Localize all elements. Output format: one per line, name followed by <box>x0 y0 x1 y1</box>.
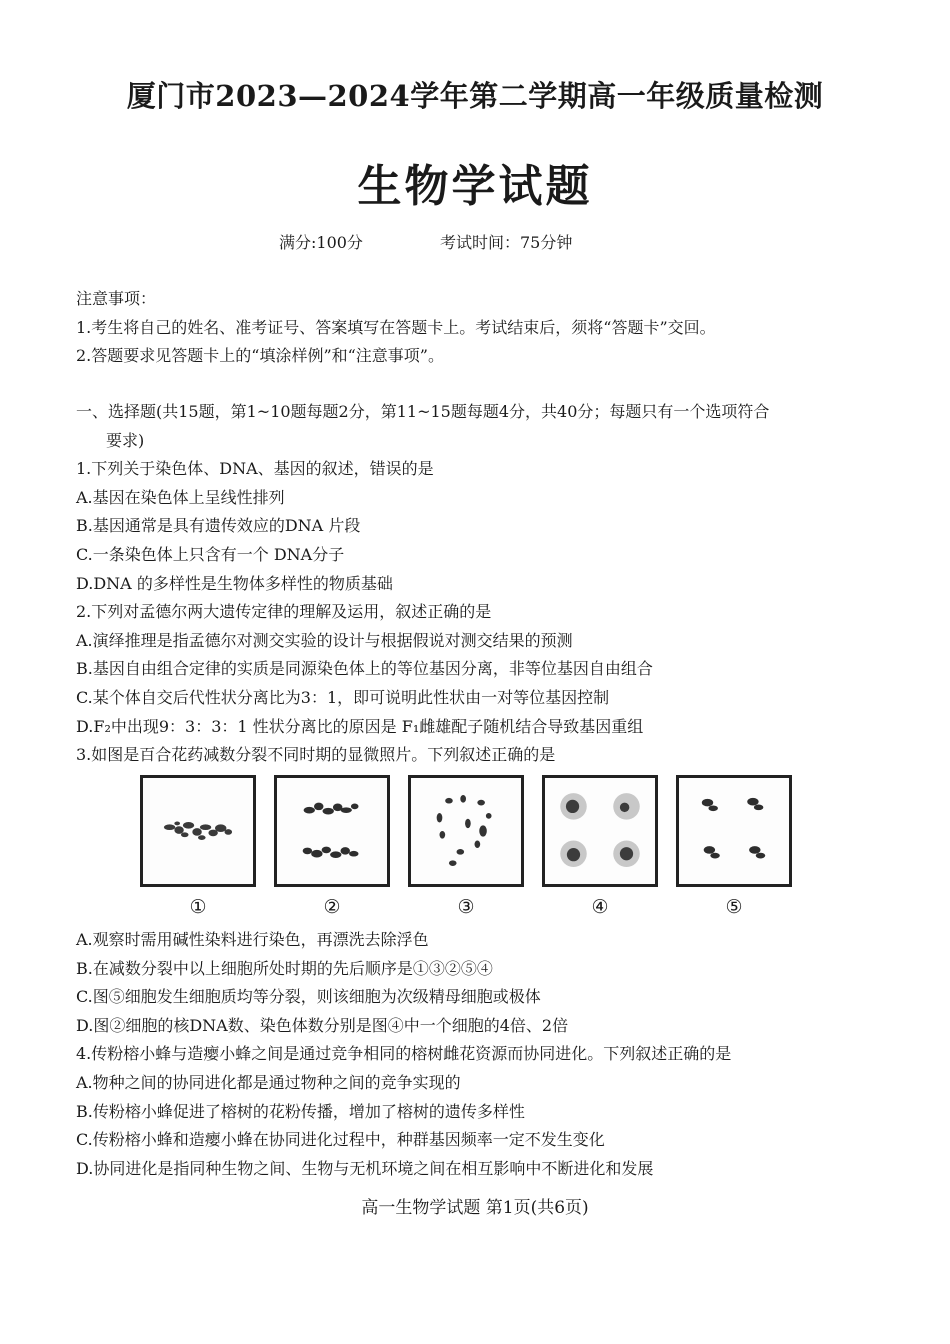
prophase-chromosomes-image <box>411 778 521 884</box>
figure-label: ② <box>323 896 341 918</box>
question-option: A.物种之间的协同进化都是通过物种之间的竞争实现的 <box>76 1072 461 1092</box>
micrograph-3 <box>408 775 524 887</box>
notes-item: 1.考生将自己的姓名、准考证号、答案填写在答题卡上。考试结束后，须将“答题卡”交回。 <box>76 317 716 337</box>
section1-block <box>76 398 896 770</box>
micrograph-4 <box>542 775 658 887</box>
question-option: C.图⑤细胞发生细胞质均等分裂，则该细胞为次级精母细胞或极体 <box>76 987 541 1007</box>
figure-label: ④ <box>591 896 609 918</box>
notes-heading: 注意事项： <box>76 289 157 308</box>
subject-title: 生物学试题 <box>357 161 593 212</box>
micrograph-5 <box>676 775 792 887</box>
question-option: C.传粉榕小蜂和造瘿小蜂在协同进化过程中，种群基因频率一定不发生变化 <box>76 1130 605 1150</box>
section1-heading: 一、选择题(共15题，第1~10题每题2分，第11~15题每题4分，共40分；每题只有一个选项符合 <box>76 402 770 421</box>
notes-block <box>76 285 896 371</box>
metaphase-chromosomes-image <box>143 778 253 884</box>
figure-label: ① <box>189 896 207 918</box>
questions-continued <box>76 926 896 1183</box>
exam-header-title: 厦门市2023—2024学年第二学期高一年级质量检测 <box>126 79 824 113</box>
question-stem: 1.下列关于染色体、DNA、基因的叙述，错误的是 <box>76 459 434 479</box>
full-score: 满分:100分 <box>279 233 363 252</box>
figure-label: ③ <box>457 896 475 918</box>
section1-heading-cont: 要求) <box>106 430 145 450</box>
question-option: D.图②细胞的核DNA数、染色体数分别是图④中一个细胞的4倍、2倍 <box>76 1015 569 1035</box>
question-option: C.某个体自交后代性状分离比为3：1，即可说明此性状由一对等位基因控制 <box>76 687 610 707</box>
question-option: B.基因自由组合定律的实质是同源染色体上的等位基因分离，非等位基因自由组合 <box>76 659 653 679</box>
notes-item: 2.答题要求见答题卡上的“填涂样例”和“注意事项”。 <box>76 346 444 366</box>
question-option: A.观察时需用碱性染料进行染色，再漂洗去除浮色 <box>76 930 429 949</box>
figure-label: ⑤ <box>725 896 743 918</box>
question-option: D.F₂中出现9：3：3：1 性状分离比的原因是 F₁雌雄配子随机结合导致基因重组 <box>76 716 644 736</box>
question-option: B.传粉榕小蜂促进了榕树的花粉传播，增加了榕树的遗传多样性 <box>76 1101 525 1121</box>
micrograph-2 <box>274 775 390 887</box>
question-option: D.协同进化是指同种生物之间、生物与无机环境之间在相互影响中不断进化和发展 <box>76 1158 654 1178</box>
tetrad-nuclei-image <box>545 778 655 884</box>
question-stem: 2.下列对孟德尔两大遗传定律的理解及运用，叙述正确的是 <box>76 602 492 622</box>
anaphase-ii-chromosomes-image <box>679 778 789 884</box>
question-stem: 3.如图是百合花药减数分裂不同时期的显微照片。下列叙述正确的是 <box>76 745 556 765</box>
question-option: B.基因通常是具有遗传效应的DNA 片段 <box>76 516 361 536</box>
question-option: C.一条染色体上只含有一个 DNA分子 <box>76 544 345 564</box>
question-option: D.DNA 的多样性是生物体多样性的物质基础 <box>76 573 393 593</box>
anaphase-chromosomes-image <box>277 778 387 884</box>
micrograph-1 <box>140 775 256 887</box>
exam-time: 考试时间：75分钟 <box>440 233 573 252</box>
question-option: A.演绎推理是指孟德尔对测交实验的设计与根据假说对测交结果的预测 <box>76 630 573 650</box>
question-option: A.基因在染色体上呈线性排列 <box>76 487 285 507</box>
question-stem: 4.传粉榕小蜂与造瘿小蜂之间是通过竞争相同的榕树雌花资源而协同进化。下列叙述正确的是 <box>76 1044 732 1064</box>
page-footer: 高一生物学试题 第1页(共6页) <box>361 1198 589 1218</box>
meiosis-micrograph-figure <box>140 775 800 925</box>
question-option: B.在减数分裂中以上细胞所处时期的先后顺序是①③②⑤④ <box>76 958 493 978</box>
